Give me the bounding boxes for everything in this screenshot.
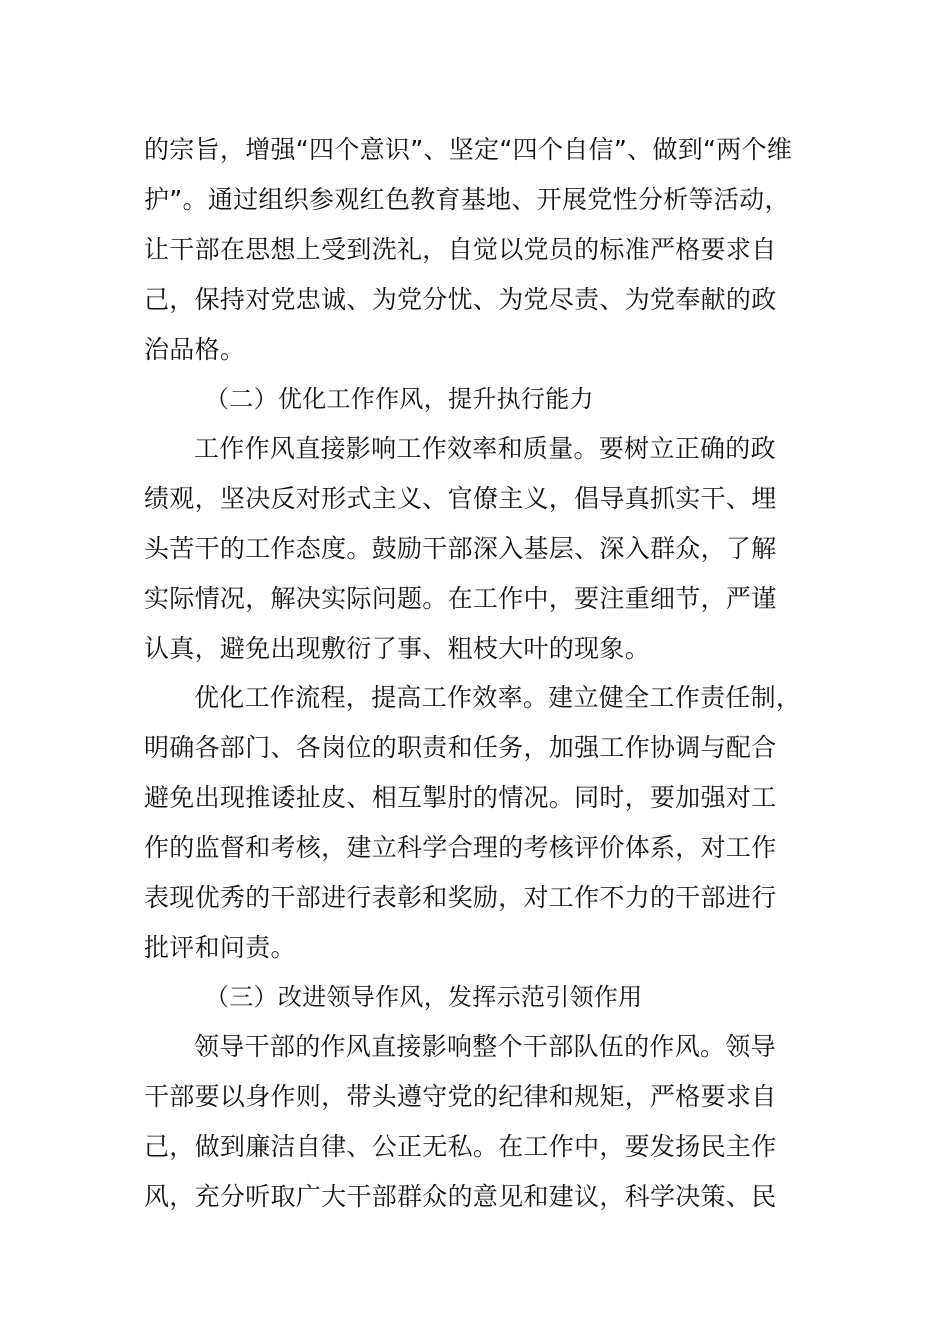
paragraph-line: 作的监督和考核，建立科学合理的考核评价体系，对工作 [144, 833, 777, 862]
paragraph-line: 优化工作流程，提高工作效率。建立健全工作责任制， [194, 683, 802, 712]
paragraph-line: 明确各部门、各岗位的职责和任务，加强工作协调与配合 [144, 733, 777, 762]
section-heading: （三）改进领导作风，发挥示范引领作用 [205, 983, 643, 1011]
paragraph-line: 认真，避免出现敷衍了事、粗枝大叶的现象。 [144, 634, 651, 663]
paragraph-line: 批评和问责。 [144, 933, 296, 962]
paragraph-line: 实际情况，解决实际问题。在工作中，要注重细节，严谨 [144, 584, 777, 613]
paragraph-line: 头苦干的工作态度。鼓励干部深入基层、深入群众，了解 [144, 534, 777, 563]
paragraph-line: 工作作风直接影响工作效率和质量。要树立正确的政 [194, 434, 776, 463]
section-heading: （二）优化工作作风，提升执行能力 [205, 385, 594, 413]
paragraph-line: 表现优秀的干部进行表彰和奖励，对工作不力的干部进行 [144, 883, 777, 912]
paragraph-line: 绩观，坚决反对形式主义、官僚主义，倡导真抓实干、埋 [144, 484, 777, 513]
paragraph-line: 的宗旨，增强“四个意识”、坚定“四个自信”、做到“两个维 [144, 135, 793, 164]
paragraph-line: 护”。通过组织参观红色教育基地、开展党性分析等活动， [144, 185, 790, 214]
paragraph-line: 己，保持对党忠诚、为党分忧、为党尽责、为党奉献的政 [144, 285, 777, 314]
paragraph-line: 治品格。 [144, 335, 246, 364]
paragraph-line: 干部要以身作则，带头遵守党的纪律和规矩，严格要求自 [144, 1082, 777, 1111]
paragraph-line: 避免出现推诿扯皮、相互掣肘的情况。同时，要加强对工 [144, 783, 777, 812]
paragraph-line: 风，充分听取广大干部群众的意见和建议，科学决策、民 [144, 1182, 777, 1211]
paragraph-line: 让干部在思想上受到洗礼，自觉以党员的标准严格要求自 [144, 235, 777, 264]
paragraph-line: 己，做到廉洁自律、公正无私。在工作中，要发扬民主作 [144, 1132, 777, 1161]
paragraph-line: 领导干部的作风直接影响整个干部队伍的作风。领导 [194, 1032, 776, 1061]
